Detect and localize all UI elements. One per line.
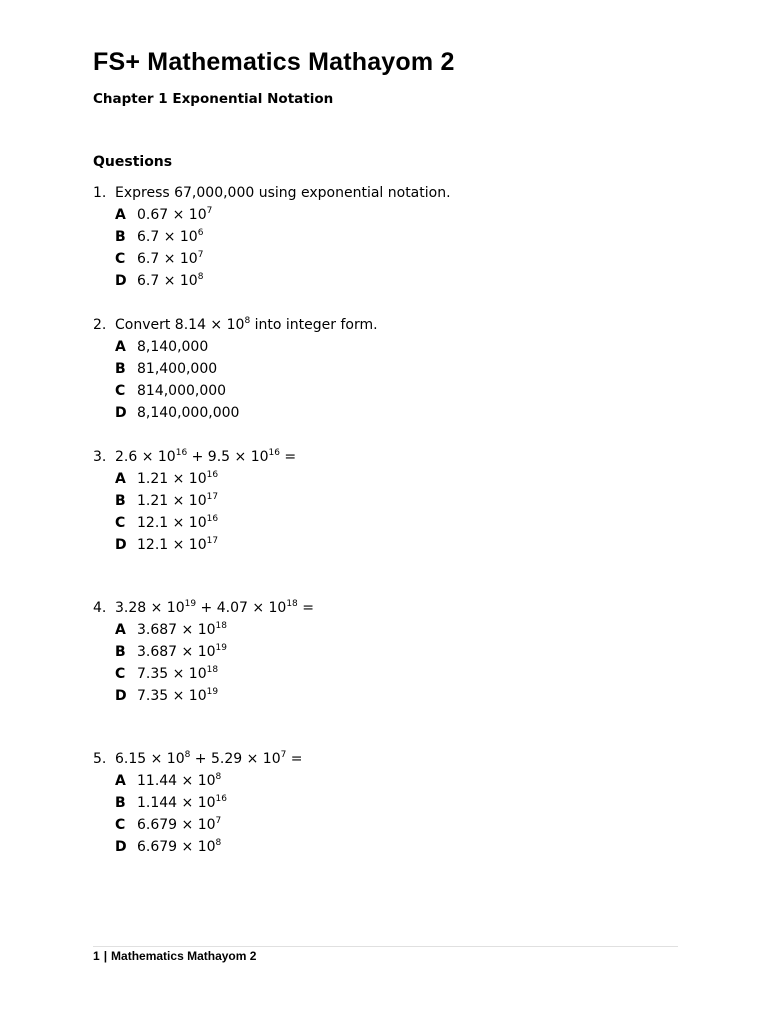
option-d — [115, 685, 314, 707]
question-number: 2. — [93, 317, 107, 333]
option-text: $6.7 \times 10^7$ — [137, 250, 204, 267]
question-4 — [93, 597, 314, 707]
option-letter: A — [115, 207, 126, 223]
option-letter: A — [115, 773, 126, 789]
question-text: Convert $8.14 \times 10^8$ into integer form. — [115, 316, 378, 333]
exponent: 7 — [280, 750, 287, 760]
option-letter: D — [115, 273, 127, 289]
option-letter: A — [115, 471, 126, 487]
option-text: $12.1 \times 10^{17}$ — [137, 536, 219, 553]
option-letter: B — [115, 795, 126, 811]
question-text: $2.6 \times 10^{16} + 9.5 \times 10^{16}$ = — [115, 448, 297, 465]
question-2 — [93, 314, 378, 424]
option-a — [115, 204, 451, 226]
option-text: 81,400,000 — [137, 361, 218, 377]
option-letter: B — [115, 493, 126, 509]
option-b — [115, 358, 378, 380]
question-text: $3.28 \times 10^{19} + 4.07 \times 10^{18}$ = — [115, 599, 314, 616]
question-prompt — [93, 446, 296, 468]
option-letter: D — [115, 537, 127, 553]
exponent: 8 — [215, 772, 222, 782]
footer-title: Mathematics Mathayom 2 — [111, 949, 257, 963]
option-letter: B — [115, 361, 126, 377]
option-d — [115, 402, 378, 424]
exponent: 6 — [197, 228, 204, 238]
option-a — [115, 336, 378, 358]
exponent: 17 — [206, 536, 219, 546]
question-number: 1. — [93, 185, 107, 201]
exponent: 8 — [197, 272, 204, 282]
exponent: 8 — [244, 316, 251, 326]
option-d — [115, 270, 451, 292]
question-text: $6.15 \times 10^8 + 5.29 \times 10^7$ = — [115, 750, 303, 767]
option-b — [115, 792, 303, 814]
exponent: 19 — [215, 643, 227, 653]
option-text: 814,000,000 — [137, 383, 227, 399]
exponent: 16 — [175, 448, 188, 458]
page-footer — [93, 948, 256, 964]
option-text: $7.35 \times 10^{18}$ — [137, 665, 219, 682]
question-prompt — [93, 597, 314, 619]
question-1 — [93, 182, 451, 292]
exponent: 8 — [215, 838, 222, 848]
option-text: $1.21 \times 10^{16}$ — [137, 470, 219, 487]
option-a — [115, 619, 314, 641]
option-letter: A — [115, 339, 126, 355]
page-number: 1 — [93, 949, 100, 963]
exponent: 7 — [206, 206, 213, 216]
option-text: 8,140,000,000 — [137, 405, 240, 421]
exponent: 18 — [206, 665, 219, 675]
option-letter: D — [115, 688, 127, 704]
exponent: 16 — [206, 514, 219, 524]
page-title: FS+ Mathematics Mathayom 2 — [93, 48, 455, 76]
option-letter: C — [115, 383, 126, 399]
questions-heading: Questions — [93, 154, 173, 170]
exponent: 7 — [197, 250, 204, 260]
answer-options — [93, 336, 378, 424]
footer-separator: | — [103, 949, 108, 963]
option-text: $3.687 \times 10^{18}$ — [137, 621, 227, 638]
option-a — [115, 468, 296, 490]
footer-divider — [93, 946, 678, 947]
option-d — [115, 836, 303, 858]
option-b — [115, 226, 451, 248]
exponent: 19 — [206, 687, 219, 697]
question-prompt — [93, 182, 451, 204]
option-b — [115, 641, 314, 663]
exponent: 16 — [206, 470, 219, 480]
option-text: $6.679 \times 10^8$ — [137, 838, 222, 855]
option-c — [115, 663, 314, 685]
option-text: $12.1 \times 10^{16}$ — [137, 514, 219, 531]
option-text: $0.67 \times 10^7$ — [137, 206, 213, 223]
option-letter: A — [115, 622, 126, 638]
option-text: $7.35 \times 10^{19}$ — [137, 687, 219, 704]
option-d — [115, 534, 296, 556]
option-letter: D — [115, 839, 127, 855]
option-text: $6.7 \times 10^8$ — [137, 272, 204, 289]
answer-options — [93, 619, 314, 707]
option-c — [115, 814, 303, 836]
option-letter: D — [115, 405, 127, 421]
question-prompt — [93, 748, 303, 770]
question-number: 5. — [93, 751, 107, 767]
option-b — [115, 490, 296, 512]
option-letter: C — [115, 817, 126, 833]
answer-options — [93, 468, 296, 556]
exponent: 16 — [268, 448, 280, 458]
option-c — [115, 512, 296, 534]
option-text: $1.21 \times 10^{17}$ — [137, 492, 219, 509]
answer-options — [93, 204, 451, 292]
option-letter: B — [115, 229, 126, 245]
option-text: $3.687 \times 10^{19}$ — [137, 643, 227, 660]
exponent: 19 — [184, 599, 197, 609]
option-text: $6.7 \times 10^6$ — [137, 228, 204, 245]
option-letter: C — [115, 666, 126, 682]
option-text: $1.144 \times 10^{16}$ — [137, 794, 227, 811]
option-text: $6.679 \times 10^7$ — [137, 816, 222, 833]
chapter-title: Chapter 1 Exponential Notation — [93, 91, 334, 107]
option-text: $11.44 \times 10^8$ — [137, 772, 222, 789]
question-text: Express 67,000,000 using exponential notation. — [115, 185, 451, 201]
question-number: 4. — [93, 600, 107, 616]
option-c — [115, 380, 378, 402]
question-number: 3. — [93, 449, 107, 465]
question-5 — [93, 748, 303, 858]
option-letter: C — [115, 251, 126, 267]
exponent: 18 — [215, 621, 227, 631]
option-a — [115, 770, 303, 792]
exponent: 8 — [184, 750, 191, 760]
option-text: 8,140,000 — [137, 339, 209, 355]
question-prompt — [93, 314, 378, 336]
option-c — [115, 248, 451, 270]
question-3 — [93, 446, 296, 556]
exponent: 17 — [206, 492, 219, 502]
option-letter: B — [115, 644, 126, 660]
exponent: 7 — [215, 816, 222, 826]
option-letter: C — [115, 515, 126, 531]
exponent: 16 — [215, 794, 227, 804]
answer-options — [93, 770, 303, 858]
exponent: 18 — [286, 599, 298, 609]
